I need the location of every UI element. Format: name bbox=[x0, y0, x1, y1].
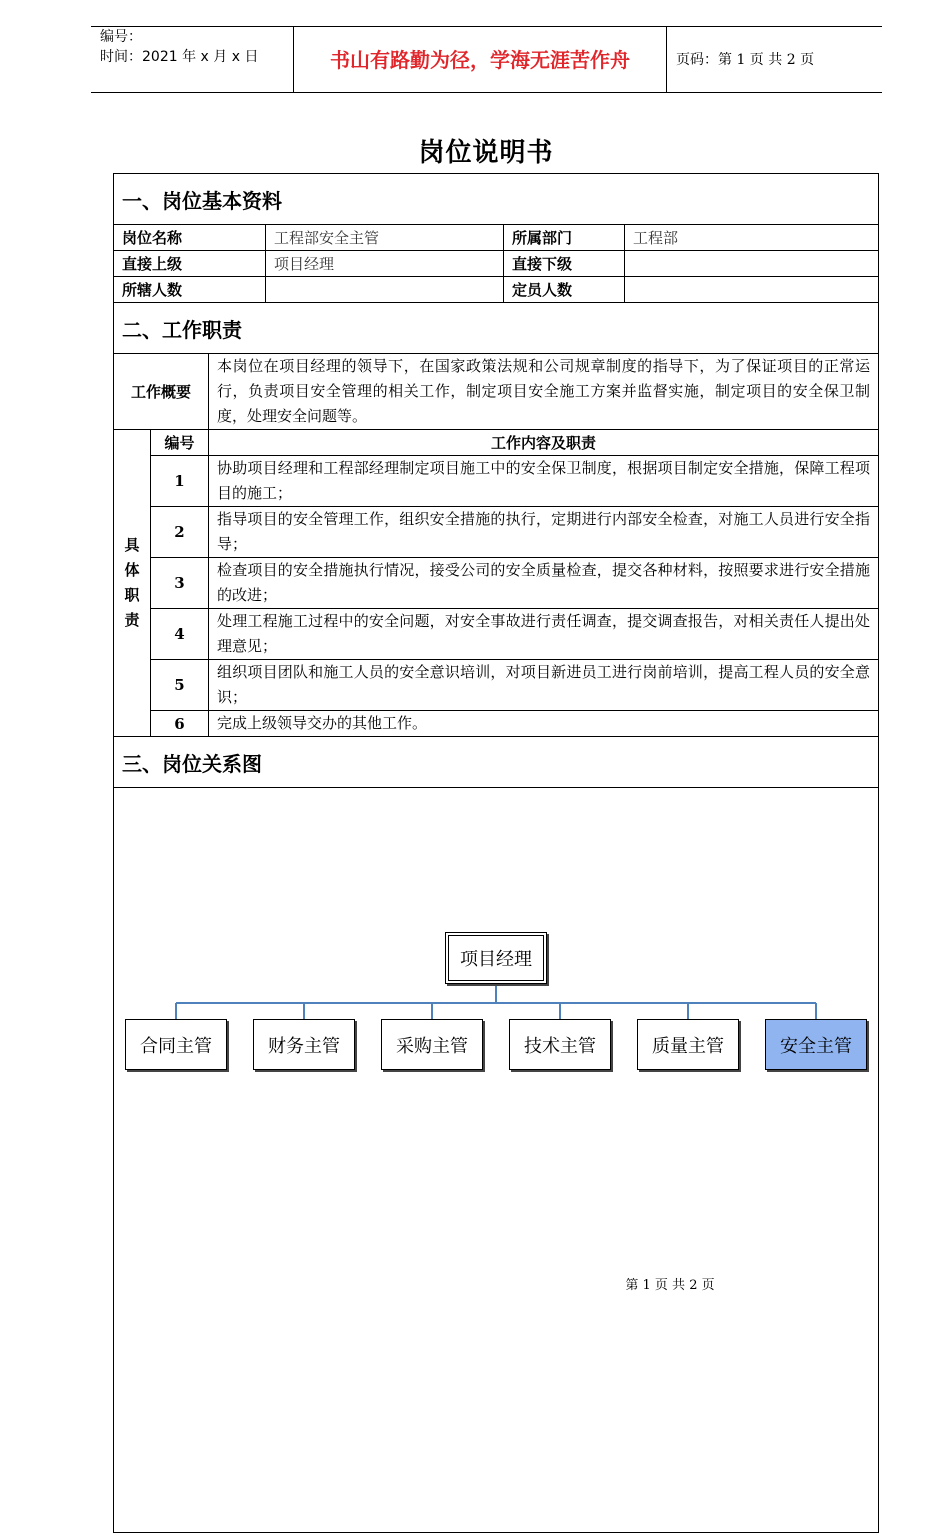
page-footer: 第 1 页 共 2 页 bbox=[625, 1278, 715, 1293]
duty-number: 4 bbox=[151, 609, 209, 660]
label-position-name: 岗位名称 bbox=[114, 225, 266, 251]
value-direct-superior: 项目经理 bbox=[266, 251, 504, 277]
label-staffing-quota: 定员人数 bbox=[504, 277, 625, 303]
duty-number: 2 bbox=[151, 507, 209, 558]
job-overview-text: 本岗位在项目经理的领导下，在国家政策法规和公司规章制度的指导下，为了保证项目的正常运行，负责项目安全管理的相关工作，制定项目安全施工方案并监督实施，制定项目的安全保卫制度，处理安全问题等。 bbox=[209, 354, 879, 430]
section-org-chart-heading: 三、岗位关系图 bbox=[114, 737, 879, 788]
org-node-finance-supervisor: 财务主管 bbox=[253, 1019, 355, 1070]
org-node-technical-supervisor: 技术主管 bbox=[509, 1019, 611, 1070]
label-direct-superior: 直接上级 bbox=[114, 251, 266, 277]
doc-number-label: 编号： bbox=[100, 29, 142, 45]
org-node-contract-supervisor: 合同主管 bbox=[125, 1019, 227, 1070]
duty-number: 6 bbox=[151, 711, 209, 737]
value-position-name: 工程部安全主管 bbox=[266, 225, 504, 251]
value-department: 工程部 bbox=[625, 225, 879, 251]
duty-text: 协助项目经理和工程部经理制定项目施工中的安全保卫制度，根据项目制定安全措施，保障工程项目的施工； bbox=[209, 456, 879, 507]
org-node-safety-supervisor: 安全主管 bbox=[765, 1019, 867, 1070]
duty-text: 组织项目团队和施工人员的安全意识培训，对项目新进员工进行岗前培训，提高工程人员的安全意识； bbox=[209, 660, 879, 711]
label-direct-subordinate: 直接下级 bbox=[504, 251, 625, 277]
duty-text: 指导项目的安全管理工作，组织安全措施的执行，定期进行内部安全检查，对施工人员进行安全指导； bbox=[209, 507, 879, 558]
duty-text: 处理工程施工过程中的安全问题，对安全事故进行责任调查，提交调查报告，对相关责任人提出处理意见； bbox=[209, 609, 879, 660]
label-headcount-managed: 所辖人数 bbox=[114, 277, 266, 303]
duty-number: 1 bbox=[151, 456, 209, 507]
org-node-project-manager: 项目经理 bbox=[445, 932, 547, 984]
duty-number: 5 bbox=[151, 660, 209, 711]
column-header-content: 工作内容及职责 bbox=[209, 430, 879, 456]
page-title: 岗位说明书 bbox=[418, 138, 554, 168]
header-motto: 书山有路勤为径，学海无涯苦作舟 bbox=[330, 48, 630, 72]
side-char: 职 bbox=[124, 586, 140, 604]
label-department: 所属部门 bbox=[504, 225, 625, 251]
section-responsibilities-heading: 二、工作职责 bbox=[114, 303, 879, 354]
column-header-number: 编号 bbox=[151, 430, 209, 456]
duty-number: 3 bbox=[151, 558, 209, 609]
duty-text: 完成上级领导交办的其他工作。 bbox=[209, 711, 879, 737]
label-job-overview: 工作概要 bbox=[114, 354, 209, 430]
side-char: 责 bbox=[124, 611, 140, 629]
date-label: 时间：2021 年 x 月 x 日 bbox=[100, 49, 259, 65]
side-char: 具 bbox=[124, 536, 140, 554]
page-info: 页码：第 1 页 共 2 页 bbox=[676, 52, 815, 68]
org-node-purchasing-supervisor: 采购主管 bbox=[381, 1019, 483, 1070]
side-char: 体 bbox=[124, 561, 140, 579]
section-basic-info-heading: 一、岗位基本资料 bbox=[114, 174, 879, 225]
org-node-quality-supervisor: 质量主管 bbox=[637, 1019, 739, 1070]
duty-text: 检查项目的安全措施执行情况，接受公司的安全质量检查，提交各种材料，按照要求进行安全措施的改进； bbox=[209, 558, 879, 609]
